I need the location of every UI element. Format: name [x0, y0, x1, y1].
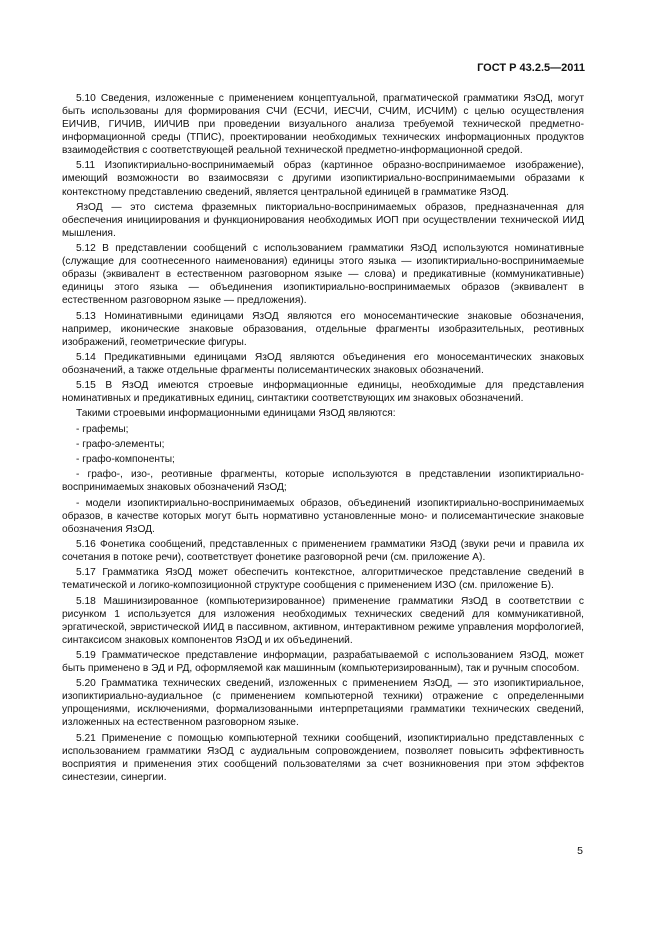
paragraph-5-14: 5.14 Предикативными единицами ЯзОД являются объединения его моносемантических знаковых обозначений, а также отдельные фрагменты полисемантических знаковых обозначений. — [62, 351, 584, 376]
paragraph-5-12: 5.12 В представлении сообщений с использованием грамматики ЯзОД используются номинативные (служащие для соотнесенного наименования) единицы этого языка — изопиктириально-воспринимаемые образы (эквивалент в естественном разговорном языке — слова) и предикативные (коммуникативные) единицы этого языка — объединения изопиктириально-воспринимаемых образов (эквивалент в естественном разговорном языке — предложения). — [62, 243, 584, 307]
paragraph-5-11: 5.11 Изопиктириально-воспринимаемый образ (картинное образно-воспринимаемое изображение), имеющий возможности во взаимосвязи с другими изопиктириально-воспринимаемыми образами к контекстному представлению сведений, является центральной единицей в грамматике ЯзОД. — [62, 160, 584, 198]
list-item: - графо-элементы; — [76, 438, 165, 450]
paragraph-5-15: 5.15 В ЯзОД имеются строевые информационные единицы, необходимые для представления номинативных и предикативных единиц, синтактики соответствующих им знаковых обозначений. — [62, 380, 584, 405]
paragraph-5-21: 5.21 Применение с помощью компьютерной техники сообщений, изопиктириально представленных с использованием грамматики ЯзОД с аудиальным сопровождением, позволяет повысить эффективность восприятия и применения этих сообщений пользователями за счет возникновения при этом эффектов синестезии, синергии. — [62, 732, 584, 783]
paragraph-yazod-definition: ЯзОД — это система фраземных пикториально-воспринимаемых образов, предназначенная для обеспечения инициирования и функционирования необходимых ИОП при осуществлении технической ИИД мышления. — [62, 201, 584, 239]
list-item: - модели изопиктириально-воспринимаемых образов, объединений изопиктириально-воспринимаемых образов, в качестве которых могут быть нормативно установленные моно- и полисемантические знаковые обозначения ЯзОД. — [62, 497, 584, 535]
paragraph-5-20: 5.20 Грамматика технических сведений, изложенных с применением ЯзОД, — это изопиктириальное, изопиктириально-аудиальное (с применением компьютерной техники) отражение с определенными упрощениями, исключениями, формализованными интерпретациями грамматики технических сведений, изложенных на естественном разговорном языке. — [62, 678, 584, 729]
list-item: - графемы; — [76, 423, 129, 435]
paragraph-5-10: 5.10 Сведения, изложенные с применением концептуальной, прагматической грамматики ЯзОД, могут быть использованы для формирования СЧИ (ЕСЧИ, ИЕСЧИ, СЧИМ, ИСЧИМ) с целью осуществления ЕИЧИВ, ГИЧИВ, ИИЧИВ при проведении визуального анализа требуемой технической предметно-информационной среды (ТПИС), проектировании необходимых технических информационных продуктов взаимодействия с соответствующей реальной технической предметно-информационной средой. — [62, 93, 584, 157]
list-item: - графо-компоненты; — [76, 454, 175, 466]
paragraph-5-13: 5.13 Номинативными единицами ЯзОД являются его моносемантические знаковые обозначения, например, иконические знаковые образования, отдельные фрагменты изобразительных, реотивных изображений, геометрические фигуры. — [62, 310, 584, 348]
paragraph-5-17: 5.17 Грамматика ЯзОД может обеспечить контекстное, алгоритмическое представление сведений в тематической и логико-композиционной структуре сообщения с применением ИЗО (см. приложение Б). — [62, 567, 584, 592]
paragraph-list-intro: Такими строевыми информационными единицами ЯзОД являются: — [76, 408, 396, 420]
paragraph-5-16: 5.16 Фонетика сообщений, представленных с применением грамматики ЯзОД (звуки речи и правила их сочетания в потоке речи), соответствует фонетике разговорной речи (см. приложение А). — [62, 538, 584, 563]
document-code: ГОСТ Р 43.2.5—2011 — [477, 62, 585, 74]
page-number: 5 — [577, 845, 583, 857]
list-item: - графо-, изо-, реотивные фрагменты, которые используются в представлении изопиктириально-воспринимаемых знаковых обозначений ЯзОД; — [62, 469, 584, 494]
document-body — [62, 92, 584, 786]
paragraph-5-18: 5.18 Машинизированное (компьютеризированное) применение грамматики ЯзОД в соответствии с рисунком 1 используется для изложения необходимых технических сведений для коммуникативной, эргатической, эвристической ИИД в пассивном, активном, интерактивном режиме управления морфологией, синтаксисом знаковых компонентов ЯзОД и их объединений. — [62, 595, 584, 646]
paragraph-5-19: 5.19 Грамматическое представление информации, разрабатываемой с использованием ЯзОД, может быть применено в ЭД и РД, оформляемой как машинным (компьютеризированным), так и ручным способом. — [62, 649, 584, 674]
